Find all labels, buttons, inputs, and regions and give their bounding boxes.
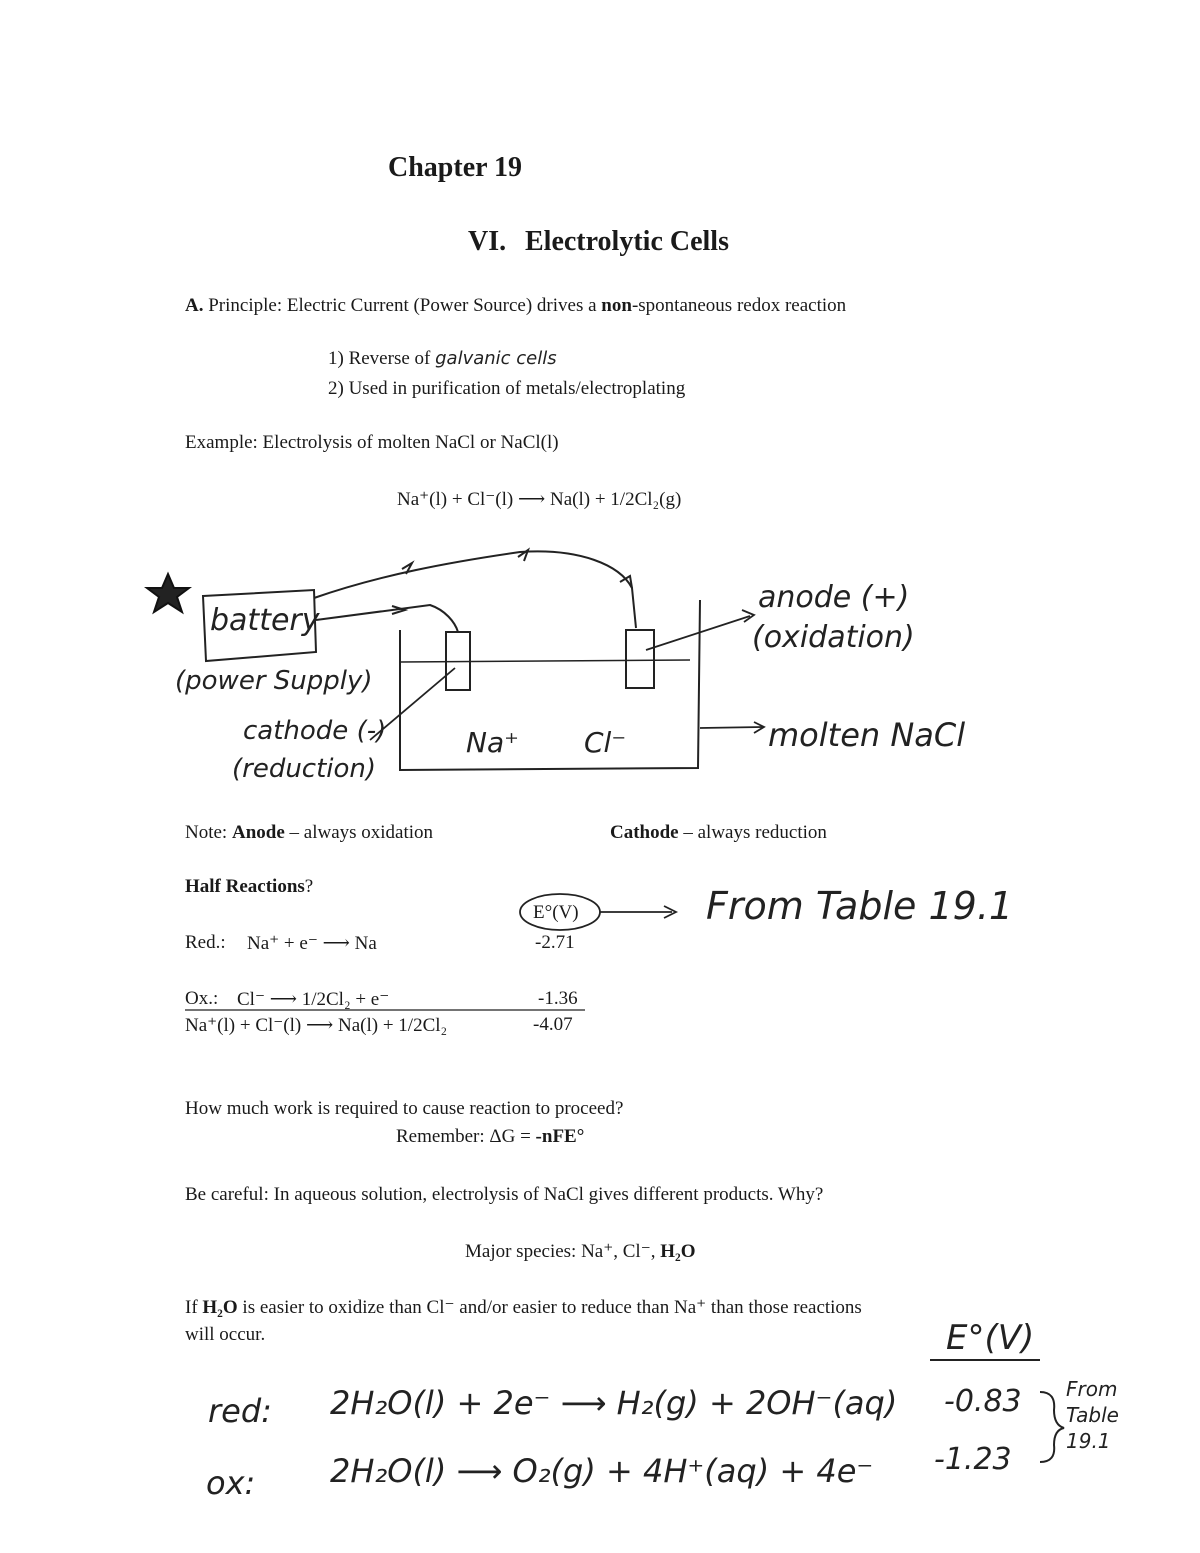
note-prefix: Note: [185,822,232,843]
bottom-red-potential: -0.83 [944,1384,1022,1419]
example-text: Example: Electrolysis of molten NaCl or NaCl(l) [185,432,559,453]
cond-a: If [185,1297,203,1318]
bottom-red-label: red: [208,1392,272,1430]
cathode-label: cathode (-) [243,716,387,746]
bottom-ox-potential: -1.23 [934,1442,1012,1477]
anode-label: anode (+) [758,580,910,615]
item-text: Used in purification of metals/electroplating [348,378,686,399]
note-anode-rest: – always oxidation [284,822,434,843]
species-label: Major species: Na⁺, Cl⁻, [465,1241,661,1262]
note-cathode-line [610,822,827,844]
note-anode: Anode [231,822,285,843]
net-equation: Na⁺(l) + Cl⁻(l) ⟶ Na(l) + 1/2Cl₂ [185,1015,448,1036]
chapter-heading: Chapter 19 [388,152,523,183]
work-remember [396,1126,584,1148]
bottom-red-equation: 2H₂O(l) + 2e⁻ ⟶ H₂(g) + 2OH⁻(aq) [330,1384,898,1422]
remember-text: Remember: ΔG = [396,1126,536,1147]
power-supply-label: (power Supply) [175,666,373,696]
item-number: 2) [328,378,344,399]
from-table-note: From Table 19.1 [706,884,1014,928]
oxidation-label: (oxidation) [752,620,915,655]
principle-lead: Principle: Electric Current (Power Source) drives a [208,295,602,316]
red-potential: -2.71 [535,932,575,953]
star-icon [147,574,189,612]
section-numeral: VI. [468,226,507,257]
molten-nacl-label: molten NaCl [768,716,966,754]
bottom-ox-equation: 2H₂O(l) ⟶ O₂(g) + 4H⁺(aq) + 4e⁻ [330,1452,874,1490]
ox-label: Ox.: [185,988,219,1009]
principle-rest: -spontaneous redox reaction [631,295,847,316]
half-reactions-heading [185,876,313,898]
item-handwritten: galvanic cells [435,348,557,369]
principle-bold: non [601,295,632,316]
note-line [185,822,433,844]
na-ion-label: Na⁺ [466,726,519,759]
section-title: Electrolytic Cells [525,226,729,257]
item-text: Reverse of [348,348,431,369]
item-number: 1) [328,348,344,369]
cond-water: H₂O [202,1297,238,1318]
careful-text: Be careful: In aqueous solution, electrolysis of NaCl gives different products. Why? [185,1184,824,1205]
net-potential: -4.07 [533,1014,573,1035]
ox-potential: -1.36 [538,988,578,1009]
reduction-label: (reduction) [232,754,377,784]
ox-equation: Cl⁻ ⟶ 1/2Cl₂ + e⁻ [237,989,390,1010]
anode-electrode [626,630,654,688]
condition-line-1 [185,1296,862,1319]
work-question: How much work is required to cause reaction to proceed? [185,1098,624,1119]
ev-header: E°(V) [533,902,579,923]
cond-b: is easier to oxidize than Cl⁻ and/or easier to reduce than Na⁺ than those reactions [237,1297,862,1318]
heading-question: ? [304,876,314,897]
note-cathode-rest: – always reduction [678,822,827,843]
bottom-ev-header: E°(V) [946,1318,1035,1358]
bottom-from-table: From Table 19.1 [1066,1377,1119,1453]
major-species [465,1240,696,1263]
principle-label: A. [185,295,204,316]
cl-ion-label: Cl⁻ [584,726,627,759]
bottom-ox-label: ox: [206,1464,256,1502]
condition-line-2: will occur. [185,1324,266,1345]
note-cathode: Cathode [610,822,679,843]
species-water: H₂O [660,1241,696,1262]
battery-label: battery [210,603,320,638]
gibbs-formula: -nFE° [535,1126,585,1147]
red-label: Red.: [185,932,226,953]
example-equation: Na⁺(l) + Cl⁻(l) ⟶ Na(l) + 1/2Cl₂(g) [397,489,682,510]
red-equation: Na⁺ + e⁻ ⟶ Na [247,933,377,954]
heading-text: Half Reactions [185,876,305,897]
